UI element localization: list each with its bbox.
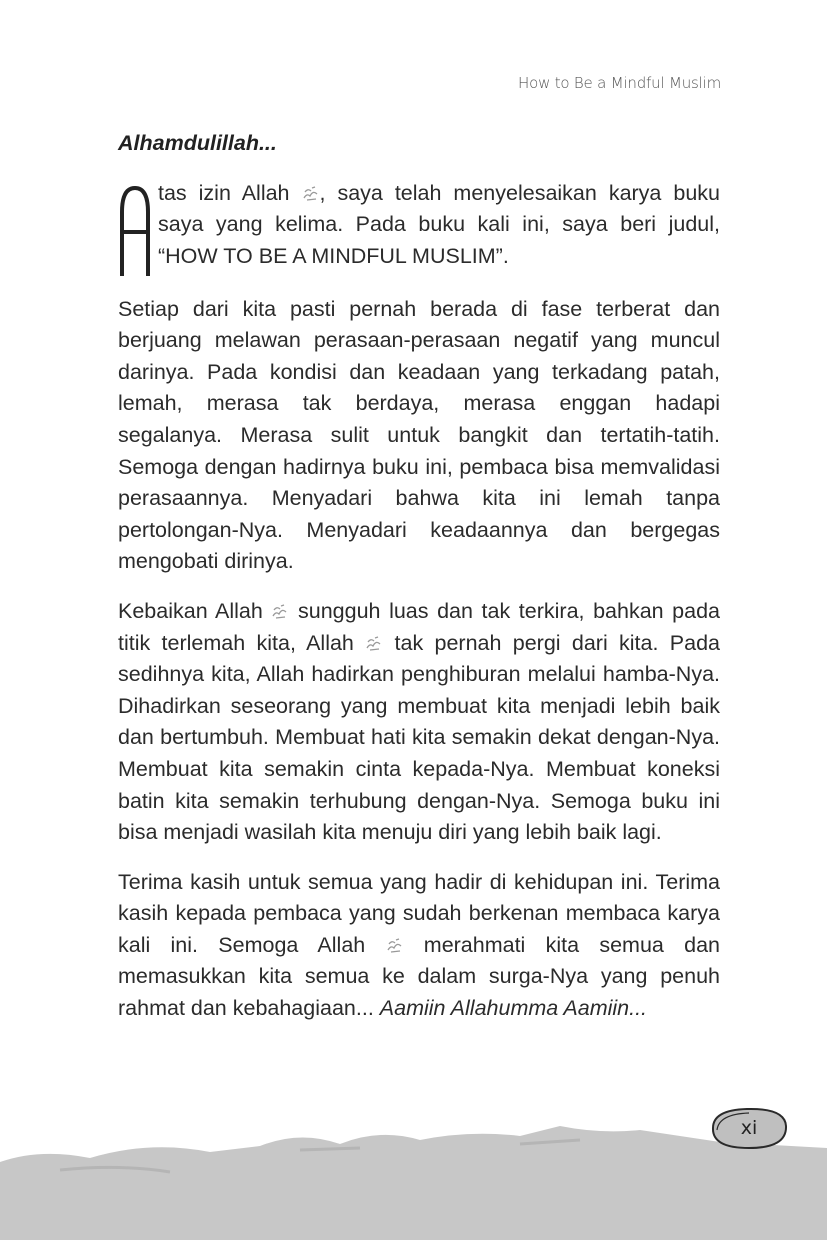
paragraph1-text-2: , saya telah menyelesaikan karya buku saya yang kelima. Pada buku kali ini, saya beri judul, “HOW TO BE A MINDFUL MUSLIM”. [158,180,720,268]
paragraph4-text-1: Terima kasih untuk semua yang hadir di kehidupan ini. Terima kasih kepada pembaca yang sudah berkenan membaca karya kali ini. Semoga Allah [118,869,720,957]
footer-brush-band [0,1100,827,1240]
page-number: xi [740,1117,758,1139]
swt-calligraphy-icon [271,602,289,620]
paragraph4-text-2: merahmati kita semua dan memasukkan kita semua ke dalam surga-Nya yang penuh rahmat dan kebahagiaan... [118,932,720,1021]
running-head: How to Be a Mindful Muslim [518,74,721,92]
page-number-badge [707,1104,791,1152]
paragraph-2: Setiap dari kita pasti pernah berada di fase terberat dan berjuang melawan perasaan-perasaan negatif yang muncul darinya. Pada kondisi dan keadaan yang terkadang patah, lemah, merasa tak berdaya, merasa enggan hadapi segalanya. Merasa sulit untuk bangkit dan tertatih-tatih. Semoga dengan hadirnya buku ini, pembaca bisa memvalidasi perasaannya. Menyadari bahwa kita ini lemah tanpa pertolongan-Nya. Menyadari keadaannya dan bergegas mengobati dirinya. [118,296,720,574]
page-content [118,128,720,1043]
swt-calligraphy-icon [365,634,383,652]
paragraph-4 [118,867,720,1025]
closing-prayer: Aamiin Allahumma Aamiin... [379,996,648,1021]
paragraph3-text-1: Kebaikan Allah [118,598,263,623]
swt-calligraphy-icon [386,936,404,954]
paragraph3-text-3: tak pernah pergi dari kita. Pada sedihnya kita, Allah hadirkan penghiburan melalui hamba-Nya. Dihadirkan seseorang yang membuat kita menjadi lebih baik dan bertumbuh. Membuat hati kita semakin dekat dengan-Nya. Membuat kita semakin cinta kepada-Nya. Membuat koneksi batin kita semakin terhubung dengan-Nya. Semoga buku ini bisa menjadi wasilah kita menuju diri yang lebih baik lagi. [118,630,720,845]
paragraph-3 [118,596,720,849]
paragraph1-text-1: tas izin Allah [158,180,290,205]
dropcap-a [118,182,152,276]
section-heading: Alhamdulillah... [118,131,277,155]
swt-calligraphy-icon [302,184,320,202]
paragraph3-text-2: sungguh luas dan tak terkira, bahkan pada titik terlemah kita, Allah [118,598,721,655]
first-paragraph [118,178,720,276]
